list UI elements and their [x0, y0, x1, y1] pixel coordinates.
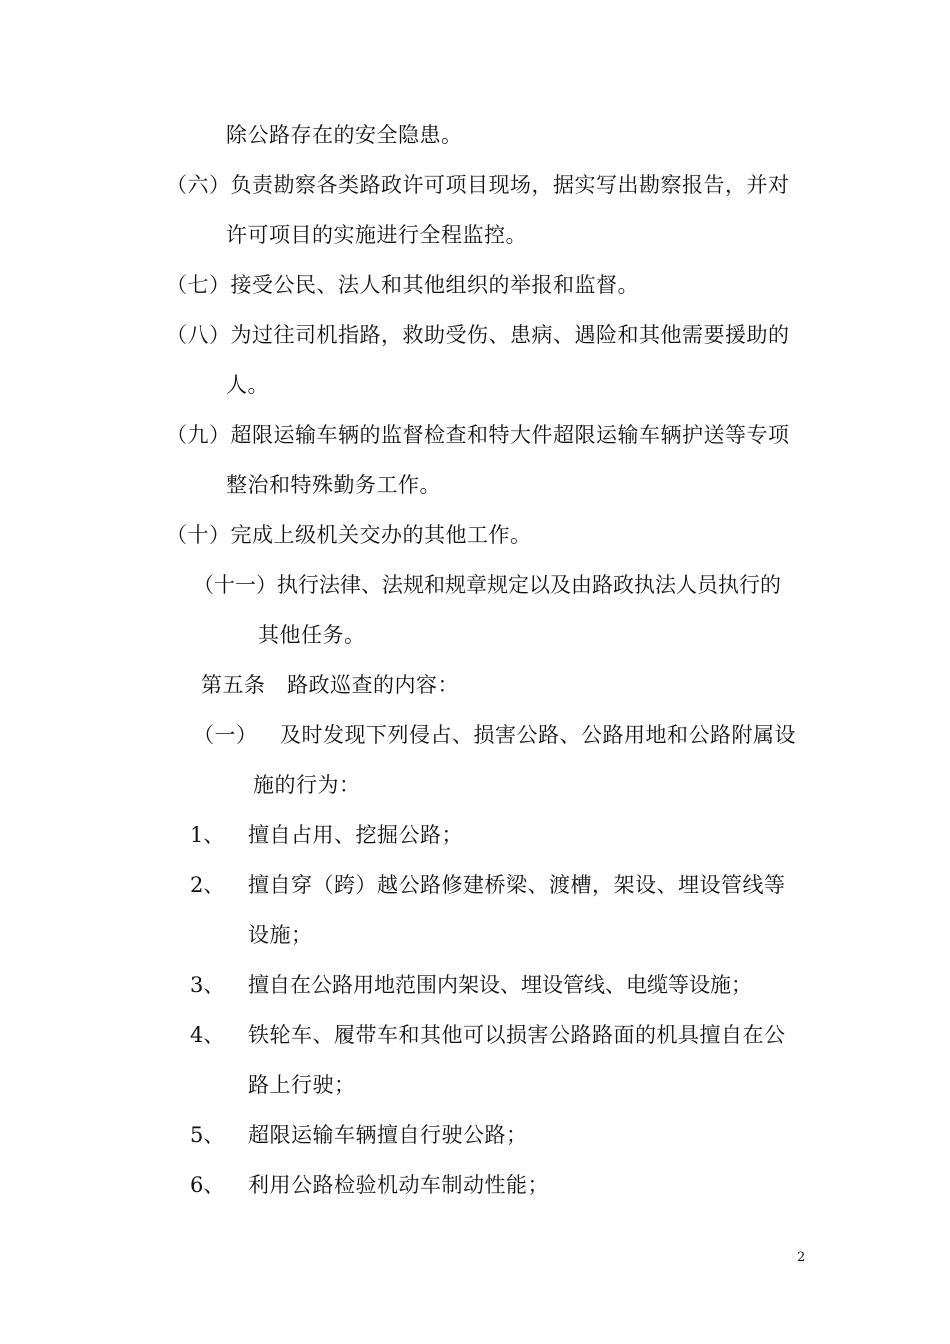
item-text: 利用公路检验机动车制动性能； [248, 1173, 549, 1197]
item-text: 设施； [248, 923, 313, 947]
item-number: 5、 [190, 1123, 225, 1147]
list-marker: （一） [193, 723, 258, 747]
item-text: 擅自穿（跨）越公路修建桥梁、渡槽，架设、埋设管线等 [248, 873, 786, 897]
item-number: 2、 [190, 873, 225, 897]
item-number: 6、 [190, 1173, 225, 1197]
item-text: 擅自占用、挖掘公路； [248, 823, 463, 847]
page-number: 2 [797, 1250, 806, 1265]
text-line: 除公路存在的安全隐患。 [226, 123, 463, 147]
text-line: 及时发现下列侵占、损害公路、公路用地和公路附属设 [280, 723, 796, 747]
item-text: 擅自在公路用地范围内架设、埋设管线、电缆等设施； [248, 973, 752, 997]
text-line: 人。 [226, 373, 269, 397]
text-line: （七）接受公民、法人和其他组织的举报和监督。 [166, 273, 639, 297]
text-line: （九）超限运输车辆的监督检查和特大件超限运输车辆护送等专项 [166, 423, 790, 447]
article-heading: 第五条 路政巡查的内容： [201, 673, 459, 697]
item-text: 铁轮车、履带车和其他可以损害公路路面的机具擅自在公 [248, 1023, 786, 1047]
item-number: 1、 [190, 823, 225, 847]
text-line: （八）为过往司机指路，救助受伤、患病、遇险和其他需要援助的 [166, 323, 790, 347]
item-number: 3、 [190, 973, 225, 997]
text-line: 其他任务。 [258, 623, 366, 647]
text-line: 许可项目的实施进行全程监控。 [226, 223, 527, 247]
item-number: 4、 [190, 1023, 225, 1047]
item-text: 路上行驶； [248, 1073, 356, 1097]
text-line: 施的行为： [253, 773, 361, 797]
text-line: （六）负责勘察各类路政许可项目现场，据实写出勘察报告，并对 [166, 173, 790, 197]
text-line: 整治和特殊勤务工作。 [226, 473, 441, 497]
text-line: （十）完成上级机关交办的其他工作。 [166, 523, 532, 547]
item-text: 超限运输车辆擅自行驶公路； [248, 1123, 528, 1147]
text-line: （十一）执行法律、法规和规章规定以及由路政执法人员执行的 [193, 573, 781, 597]
